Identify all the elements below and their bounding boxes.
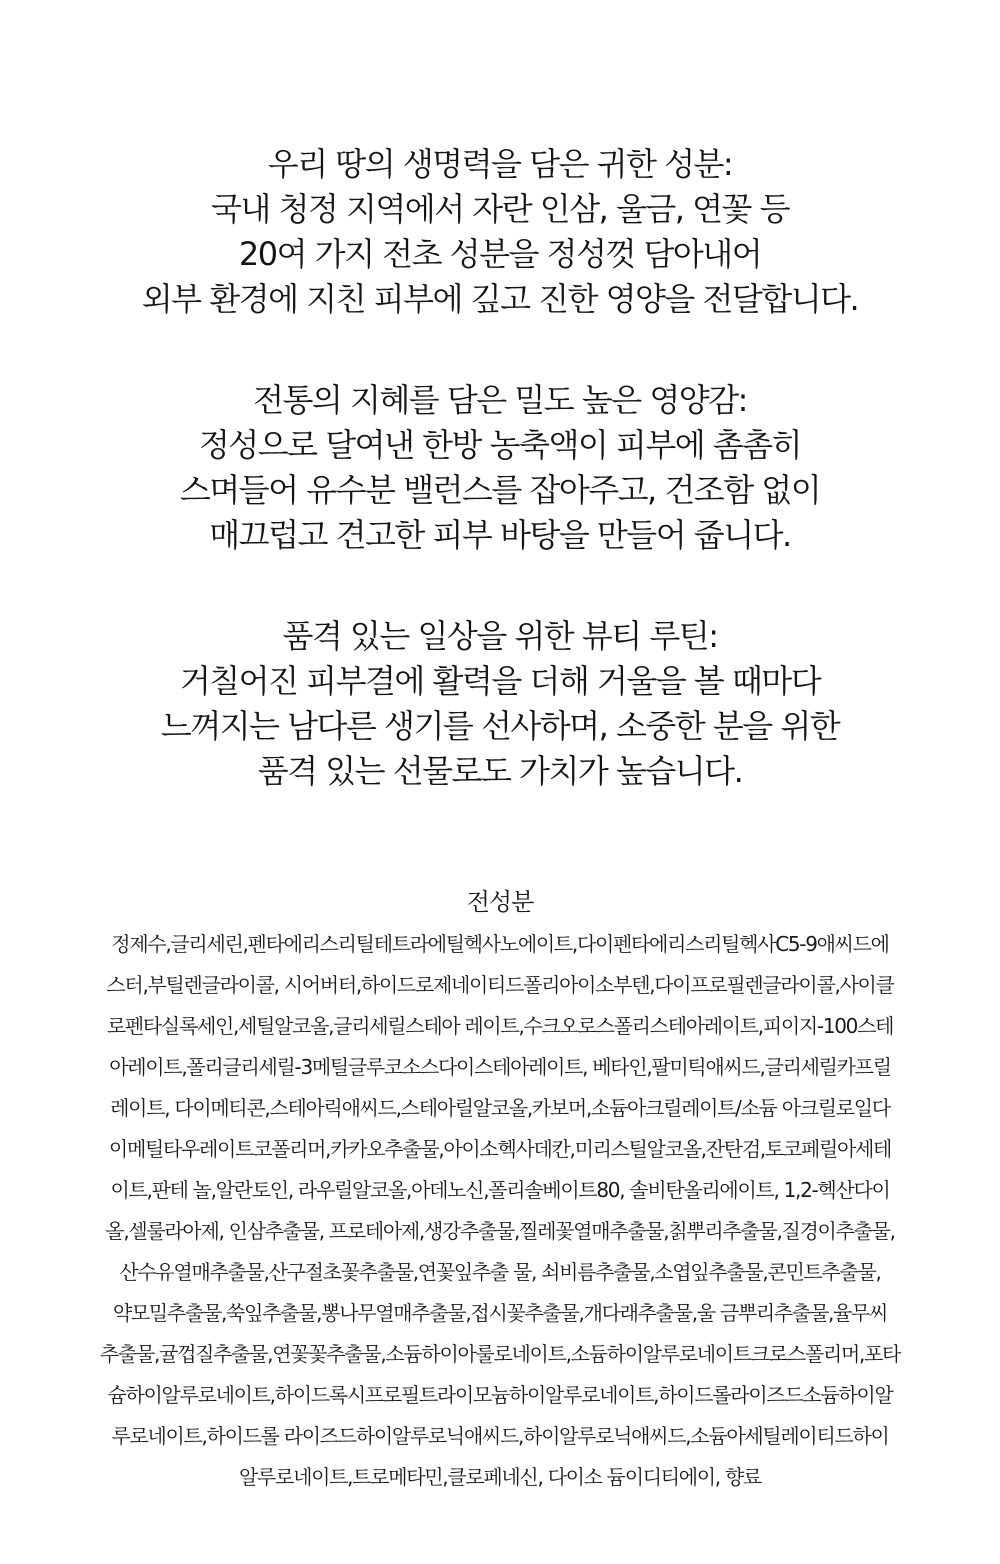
intro-text-line: 매끄럽고 견고한 피부 바탕을 만들어 줍니다.	[209, 516, 791, 554]
intro-paragraph-native-ingredients	[0, 142, 1000, 322]
intro-text-line: 느껴지는 남다른 생기를 선사하며, 소중한 분을 위한	[160, 707, 840, 745]
ingredients-text-line: 레이트, 다이메티콘,스테아릭애씨드,스테아릴알코올,카보머,소듐아크릴레이트/소듐 아크릴로일다	[110, 1096, 890, 1120]
ingredients-text-line: 이메틸타우레이트코폴리머,카카오추출물,아이소헥사데칸,미리스틸알코올,잔탄검,토코페릴아세테	[108, 1137, 892, 1161]
ingredients-text-line: 알루로네이트,트로메타민,클로페네신, 다이소 듐이디티에이, 향료	[239, 1465, 761, 1489]
ingredients-text-line: 올,셀룰라아제, 인삼추출물, 프로테아제,생강추출물,찔레꽃열매추출물,칡뿌리추출물,질경이추출물,	[105, 1219, 895, 1243]
intro-text-line: 국내 청정 지역에서 자란 인삼, 울금, 연꽃 등	[210, 190, 790, 228]
intro-text-line: 외부 환경에 지친 피부에 깊고 진한 영양을 전달합니다.	[141, 280, 859, 318]
ingredients-section	[50, 880, 950, 1498]
ingredients-text-line: 약모밀추출물,쑥잎추출물,뽕나무열매추출물,접시꽃추출물,개다래추출물,울 금뿌리추출물,율무씨	[112, 1301, 888, 1325]
ingredients-text-line: 스터,부틸렌글라이콜, 시어버터,하이드로제네이티드폴리아이소부텐,다이프로필렌글라이콜,사이클	[106, 973, 894, 997]
ingredients-text-line: 산수유열매추출물,산구절초꽃추출물,연꽃잎추출 물, 쇠비름추출물,소엽잎추출물,콘민트추출물,	[119, 1260, 881, 1284]
ingredients-text-line: 정제수,글리세린,펜타에리스리틸테트라에틸헥사노에이트,다이펜타에리스리틸헥사C5-9애씨드에	[111, 932, 889, 956]
intro-text-line: 거칠어진 피부결에 활력을 더해 거울을 볼 때마다	[179, 662, 821, 700]
intro-heading-line: 전통의 지혜를 담은 밀도 높은 영양감:	[253, 381, 747, 419]
ingredients-text-line: 이트,판테 놀,알란토인, 라우릴알코올,아데노신,폴리솔베이트80, 솔비탄올리에이트, 1,2-헥산다이	[110, 1178, 890, 1202]
intro-text-line: 품격 있는 선물로도 가치가 높습니다.	[257, 752, 743, 790]
intro-paragraph-traditional-wisdom	[0, 378, 1000, 558]
ingredients-text-line: 슘하이알루로네이트,하이드록시프로필트라이모늄하이알루로네이트,하이드롤라이즈드소듐하이알	[107, 1383, 893, 1407]
ingredients-text-line: 루로네이트,하이드롤 라이즈드하이알루로닉애씨드,하이알루로닉애씨드,소듐아세틸레이티드하이	[111, 1424, 889, 1448]
ingredients-text-line: 추출물,귤껍질추출물,연꽃꽃추출물,소듐하이아룰로네이트,소듐하이알루로네이트크로스폴리머,포타	[99, 1342, 901, 1366]
intro-text-line: 스며들어 유수분 밸런스를 잡아주고, 건조함 없이	[179, 471, 821, 509]
intro-text-line: 20여 가지 전초 성분을 정성껏 담아내어	[238, 235, 762, 273]
ingredients-title: 전성분	[466, 888, 534, 916]
intro-section	[0, 142, 1000, 850]
ingredients-text-line: 로펜타실록세인,세틸알코올,글리세릴스테아 레이트,수크오로스폴리스테아레이트,피이지-100스테	[106, 1014, 894, 1038]
ingredients-text-line: 아레이트,폴리글리세릴-3메틸글루코소스다이스테아레이트, 베타인,팔미틱애씨드,글리세릴카프릴	[109, 1055, 891, 1079]
intro-text-line: 정성으로 달여낸 한방 농축액이 피부에 촘촘히	[198, 426, 802, 464]
intro-heading-line: 우리 땅의 생명력을 담은 귀한 성분:	[267, 145, 733, 183]
intro-paragraph-beauty-routine	[0, 614, 1000, 794]
intro-heading-line: 품격 있는 일상을 위한 뷰티 루틴:	[282, 617, 718, 655]
